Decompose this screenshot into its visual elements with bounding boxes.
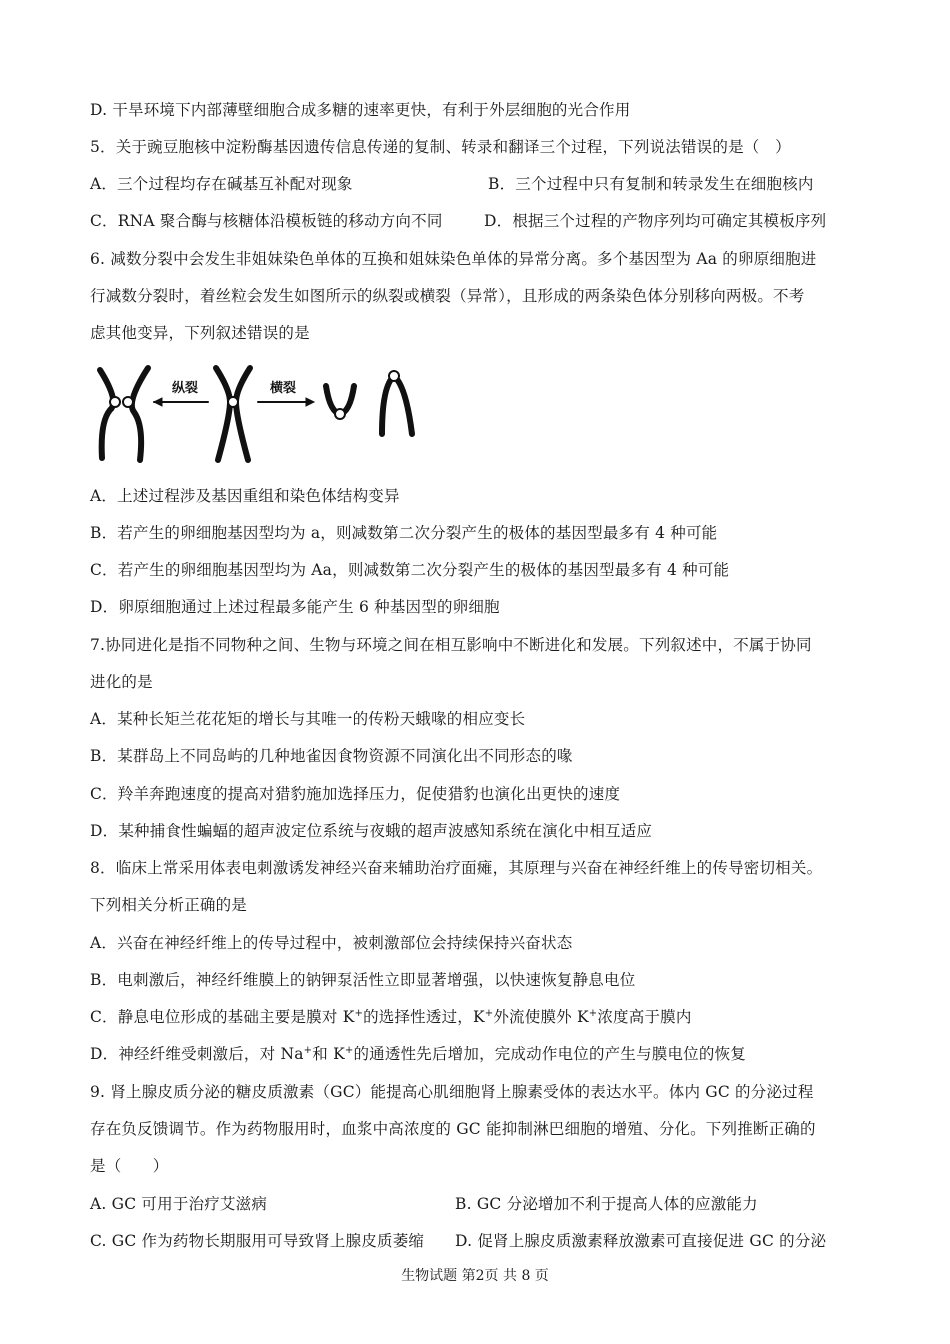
q9-option-d: D. 促肾上腺皮质激素释放激素可直接促进 GC 的分泌: [455, 1232, 827, 1250]
q7-option-d: D．某种捕食性蝙蝠的超声波定位系统与夜蛾的超声波感知系统在演化中相互适应: [90, 822, 653, 840]
q5-option-a: A．三个过程均存在碱基互补配对现象: [90, 175, 353, 193]
chromosome-division-figure: [90, 362, 430, 466]
q8-option-d: D．神经纤维受刺激后，对 Na+和 K+的通透性先后增加，完成动作电位的产生与膜电位的恢复: [90, 1044, 746, 1063]
q6-stem-line2: 行减数分裂时，着丝粒会发生如图所示的纵裂或横裂（异常），且形成的两条染色体分别移向两极。不考: [90, 287, 805, 305]
q9-stem-line1: 9. 肾上腺皮质分泌的糖皮质激素（GC）能提高心肌细胞肾上腺素受体的表达水平。体内 GC 的分泌过程: [90, 1083, 814, 1101]
q9-option-c: C. GC 作为药物长期服用可导致肾上腺皮质萎缩: [90, 1232, 425, 1250]
q6-stem-line3: 虑其他变异，下列叙述错误的是: [90, 324, 310, 342]
q7-option-c: C．羚羊奔跑速度的提高对猎豹施加选择压力，促使猎豹也演化出更快的速度: [90, 785, 621, 803]
q7-stem-line1: 7.协同进化是指不同物种之间、生物与环境之间在相互影响中不断进化和发展。下列叙述中，不属于协同: [90, 636, 812, 654]
q8-option-a: A．兴奋在神经纤维上的传导过程中，被刺激部位会持续保持兴奋状态: [90, 934, 573, 952]
q6-option-c: C．若产生的卵细胞基因型均为 Aa，则减数第二次分裂产生的极体的基因型最多有 4 种可能: [90, 561, 730, 579]
q5-option-c: C．RNA 聚合酶与核糖体沿模板链的移动方向不同: [90, 212, 443, 230]
q7-option-a: A．某种长矩兰花花矩的增长与其唯一的传粉天蛾喙的相应变长: [90, 710, 526, 728]
q5-option-d: D．根据三个过程的产物序列均可确定其模板序列: [484, 212, 827, 230]
q6-option-b: B．若产生的卵细胞基因型均为 a，则减数第二次分裂产生的极体的基因型最多有 4 种可能: [90, 524, 718, 542]
q6-option-a: A．上述过程涉及基因重组和染色体结构变异: [90, 487, 400, 505]
q4-option-d: D. 干旱环境下内部薄壁细胞合成多糖的速率更快，有利于外层细胞的光合作用: [90, 101, 631, 119]
q8-option-c: C．静息电位形成的基础主要是膜对 K+的选择性透过，K+外流使膜外 K+浓度高于膜内: [90, 1007, 692, 1026]
q5-option-b: B．三个过程中只有复制和转录发生在细胞核内: [488, 175, 814, 193]
q8-stem-line1: 8．临床上常采用体表电刺激诱发神经兴奋来辅助治疗面瘫，其原理与兴奋在神经纤维上的传导密切相关。: [90, 859, 823, 877]
q7-stem-line2: 进化的是: [90, 673, 153, 691]
figure-label-transverse: 横裂: [270, 381, 297, 396]
q5-stem: 5．关于豌豆胞核中淀粉酶基因遗传信息传递的复制、转录和翻译三个过程，下列说法错误的是（ ）: [90, 138, 791, 156]
q9-option-a: A. GC 可用于治疗艾滋病: [90, 1195, 268, 1213]
q8-stem-line2: 下列相关分析正确的是: [90, 896, 248, 914]
page-footer: 生物试题 第2页 共 8 页: [401, 1268, 549, 1284]
q9-option-b: B. GC 分泌增加不利于提高人体的应激能力: [455, 1195, 758, 1213]
q9-stem-line3: 是（ ）: [90, 1157, 169, 1175]
q7-option-b: B．某群岛上不同岛屿的几种地雀因食物资源不同演化出不同形态的喙: [90, 747, 573, 765]
q6-option-d: D．卵原细胞通过上述过程最多能产生 6 种基因型的卵细胞: [90, 598, 500, 616]
figure-label-longitudinal: 纵裂: [172, 381, 199, 396]
q6-stem-line1: 6. 减数分裂中会发生非姐妹染色单体的互换和姐妹染色单体的异常分离。多个基因型为 Aa 的卵原细胞进: [90, 250, 817, 268]
q9-stem-line2: 存在负反馈调节。作为药物服用时，血浆中高浓度的 GC 能抑制淋巴细胞的增殖、分化。下列推断正确的: [90, 1120, 816, 1138]
q8-option-b: B．电刺激后，神经纤维膜上的钠钾泵活性立即显著增强，以快速恢复静息电位: [90, 971, 636, 989]
